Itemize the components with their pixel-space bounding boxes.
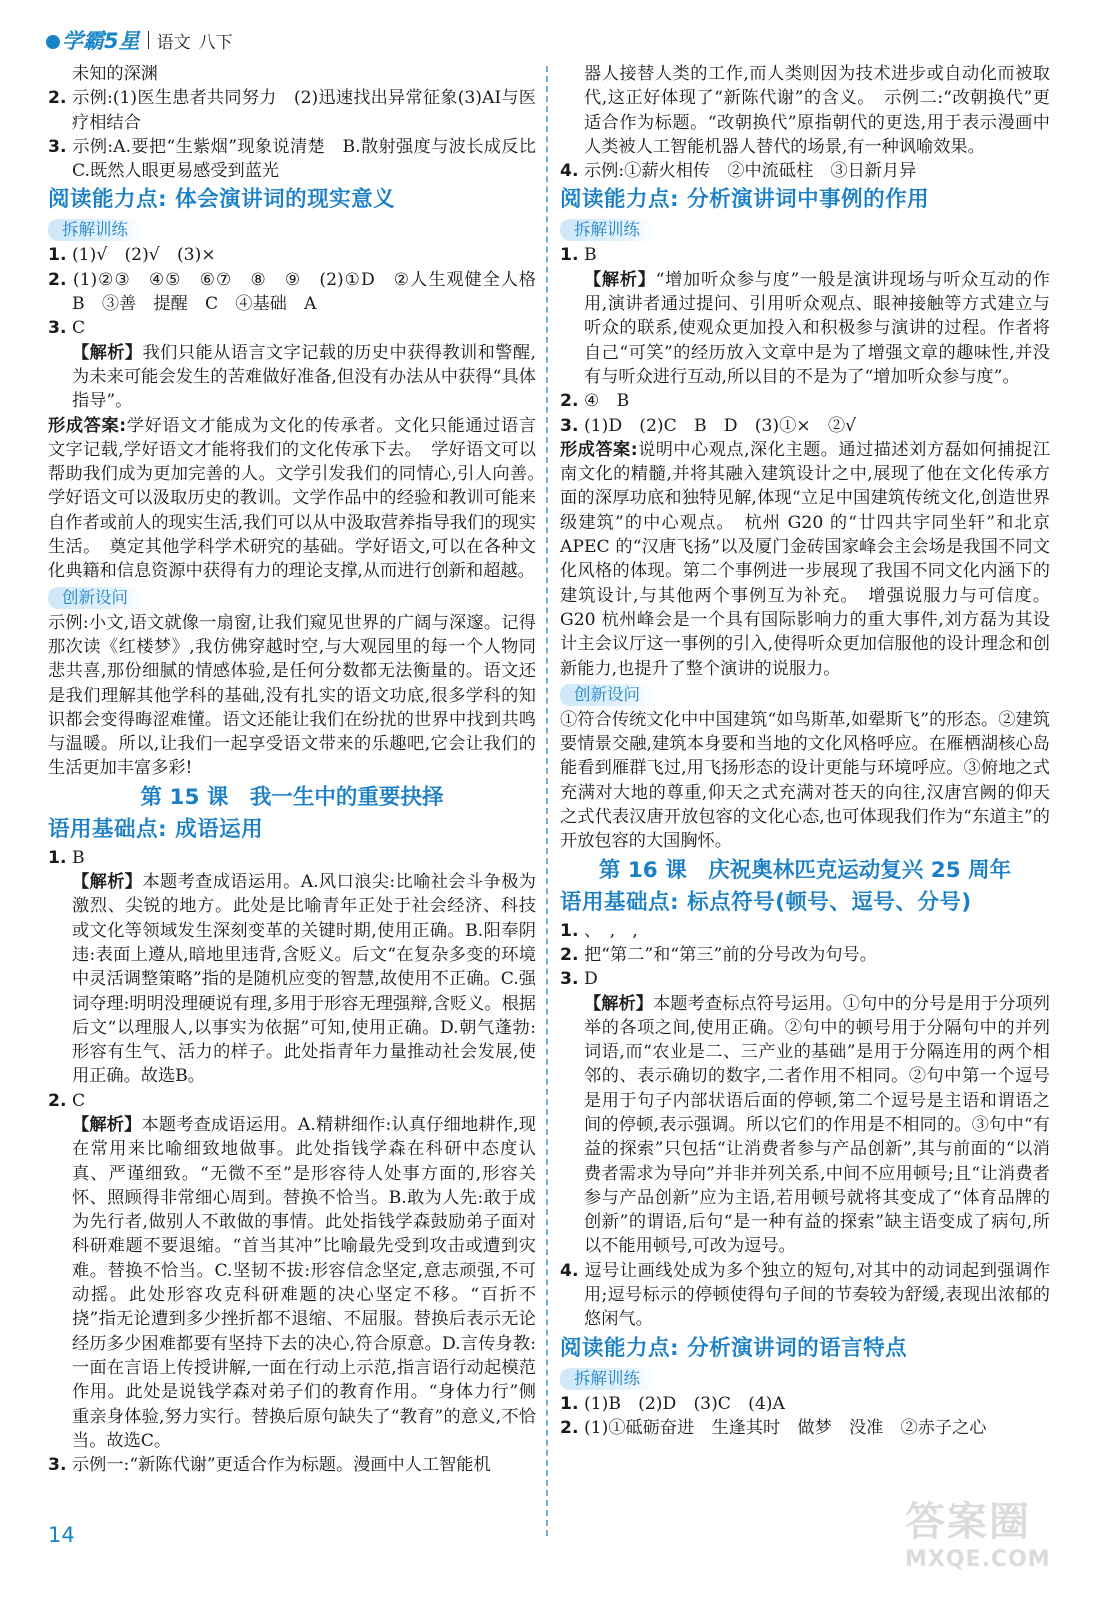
answer-item: 3. C — [48, 318, 86, 339]
section-tag: 创新设问 — [560, 684, 654, 706]
innovation-answer: ①符合传统文化中中国建筑“如鸟斯革,如翚斯飞”的形态。②建筑要情景交融,建筑本身要和当地的文化风格呼应。在雁栖湖核心岛能看到雁群飞过,用飞扬形态的设计更能与环境呼应。③俯地之式充满对大地的尊重,仰天之式充满对苍天的向往,汉唐宫阙的仰天之式代表汉唐开放包容的文化心态,也可体现我们作为“东道主”的开放包容的大国胸怀。 — [560, 709, 1050, 852]
section-heading: 阅读能力点: 体会演讲词的现实意义 — [48, 187, 396, 213]
analysis-text: 【解析】本题考查成语运用。A.风口浪尖:比喻社会斗争极为激烈、尖锐的地方。此处是比喻青年正处于社会经济、科技或文化等领域发生深刻变革的关键时期,使用正确。B.阳奉阴违:表面上遵从,暗地里违背,含贬义。后文“在复杂多变的环境中灵活调整策略”指的是随机应变的智慧,故使用不正确。C.强词夺理:明明没理硬说有理,多用于形容无理强辩,含贬义。根据后文“以理服人,以事实为依据”可知,使用正确。D.朝气蓬勃:形容有生气、活力的样子。此处指青年力量推动社会发展,使用正确。故选B。 — [72, 872, 536, 1087]
answer-item: 3. 示例:A.要把“生紫烟”现象说清楚 B.散射强度与波长成反比 C.既然人眼更易感受到蓝光 — [48, 136, 554, 182]
section-tag: 拆解训练 — [48, 219, 142, 241]
section-tag: 拆解训练 — [560, 219, 654, 241]
watermark-line1: 答案圈 — [905, 1499, 1031, 1545]
answer-item: 3. D — [560, 969, 598, 990]
brand-logo: 学霸5星 — [46, 25, 140, 55]
answer-item: 2. C — [48, 1090, 86, 1111]
section-heading: 阅读能力点: 分析演讲词的语言特点 — [560, 1335, 908, 1361]
answer-item: 2. 把“第二”和“第三”前的分号改为句号。 — [560, 944, 877, 965]
answer-item: 3. 示例一:“新陈代谢”更适合作为标题。漫画中人工智能机 — [48, 1455, 491, 1476]
logo-icon — [46, 35, 60, 49]
section-heading: 阅读能力点: 分析演讲词中事例的作用 — [560, 187, 930, 213]
subject-label: 语文 — [156, 32, 191, 53]
answer-item: 2. 示例:(1)医生患者共同努力 (2)迅速找出异常征象(3)AI与医疗相结合 — [48, 88, 536, 133]
lesson-title: 第 15 课 我一生中的重要抉择 — [140, 784, 444, 810]
innovation-answer: 示例:小文,语文就像一扇窗,让我们窥见世界的广阔与深邃。记得那次读《红楼梦》,我仿佛穿越时空,与大观园里的每一个人物同悲共喜,那份细腻的情感体验,是任何分数都无法衡量的。语文还是我们理解其他学科的基础,没有扎实的语文功底,很多学科的知识都会变得晦涩难懂。语文还能让我们在纷扰的世界中找到共鸣与温暖。所以,让我们一起享受语文带来的乐趣吧,它会让我们的生活更加丰富多彩! — [48, 612, 536, 779]
answer-item: 1. 、 , , — [560, 920, 638, 941]
answer-item: 1. B — [560, 245, 597, 266]
header-divider — [148, 31, 149, 49]
answer-item: 2. ④ B — [560, 391, 630, 412]
lesson-title: 第 16 课 庆祝奥林匹克运动复兴 25 周年 — [598, 857, 1012, 883]
answer-text: 器人接替人类的工作,而人类则因为技术进步或自动化而被取代,这正好体现了“新陈代谢”的含义。 示例二:“改朝换代”更适合作为标题。“改朝换代”原指朝代的更迭,用于表示漫画中人类被人工智能机器人替代的场景,有一种讽喻效果。 — [584, 64, 1050, 157]
analysis-text: 【解析】“增加听众参与度”一般是演讲现场与听众互动的作用,演讲者通过提问、引用听众观点、眼神接触等方式建立与听众的联系,使观众更加投入和积极参与演讲的过程。作者将自己“可笑”的经历放入文章中是为了增强文章的趣味性,并没有与听众进行互动,所以目的不是为了“增加听众参与度”。 — [584, 269, 1050, 387]
section-tag: 拆解训练 — [560, 1368, 654, 1390]
answer-item: 1. B — [48, 847, 85, 868]
answer-item: 2. (1)②③ ④⑤ ⑥⑦ ⑧ ⑨ (2)①D ②人生观健全人格 B ③善 提醒 C ④基础 A — [48, 269, 554, 315]
formed-answer: 形成答案:说明中心观点,深化主题。通过描述刘方磊如何捕捉江南文化的精髓,并将其融入建筑设计之中,展现了他在文化传承方面的深厚功底和独特见解,体现“立足中国建筑传统文化,创造世界级建筑”的中心观点。 杭州 G20 的“廿四共宇同坐轩”和北京 APEC 的“汉唐飞扬”以及厦门金砖国家峰会主会场是我国不同文化风格的体现。第二个事例进一步展现了我国不同文化内涵下的建筑设计,与其他两个事例互为补充。 增强说服力与可信度。G20 杭州峰会是一个具有国际影响力的重大事件,刘方磊为其设计主会议厅这一事例的引入,使得听众更加信服他的设计理念和创新能力,也提升了整个演讲的说服力。 — [560, 439, 1051, 679]
answer-item: 3. (1)D (2)C B D (3)①× ②√ — [560, 415, 857, 436]
analysis-text: 【解析】本题考查成语运用。A.精耕细作:认真仔细地耕作,现在常用来比喻细致地做事。此处指钱学森在科研中态度认真、严谨细致。“无微不至”是形容待人处事方面的,形容关怀、照顾得非常细心周到。替换不恰当。B.敢为人先:敢于成为先行者,做别人不敢做的事情。此处指钱学森鼓励弟子面对科研难题不要退缩。“首当其冲”比喻最先受到攻击或遭到灾难。替换不恰当。C.坚韧不拔:形容信念坚定,意志顽强,不可动摇。此处形容攻克科研难题的决心坚定不移。“百折不挠”指无论遭到多少挫折都不退缩、不屈服。替换后表示无论经历多少困难都要有坚持下去的决心,符合原意。D.言传身教:一面在言语上传授讲解,一面在行动上示范,指言语行动起模范作用。此处是说钱学森对弟子们的教育作用。“身体力行”侧重亲身体验,努力实行。替换后原句缺失了“教育”的意义,不恰当。故选C。 — [72, 1114, 536, 1451]
grade-label: 八下 — [198, 32, 233, 53]
section-heading: 语用基础点: 成语运用 — [48, 816, 264, 842]
answer-item: 1. (1)B (2)D (3)C (4)A — [560, 1393, 785, 1414]
answer-text: 未知的深渊 — [72, 64, 158, 84]
answer-item: 4. 示例:①薪火相传 ②中流砥柱 ③日新月异 — [560, 161, 917, 182]
page-header — [46, 26, 233, 54]
formed-answer: 形成答案:学好语文才能成为文化的传承者。文化只能通过语言文字记载,学好语文才能将我们的文化传承下去。 学好语文可以帮助我们成为更加完善的人。文学引发我们的同情心,引人向善。 学好语文可以汲取历史的教训。文学作品中的经验和教训可能来自作者或前人的现实生活,我们可以从中汲取营养指导我们的现实生活。 奠定其他学科学术研究的基础。学好语文,可以在各种文化典籍和信息资源中获得有力的理论支撑,从而进行创新和超越。 — [48, 415, 554, 582]
answer-item: 1. (1)√ (2)√ (3)× — [48, 245, 216, 266]
watermark-line2: MXQE.COM — [905, 1547, 1051, 1572]
section-tag: 创新设问 — [48, 587, 142, 609]
analysis-text: 【解析】本题考查标点符号运用。①句中的分号是用于分项列举的各项之间,使用正确。②句中的顿号用于分隔句中的并列词语,而“农业是二、三产业的基础”是用于分隔连用的两个相邻的、表示确切的数字,二者作用不相同。②句中第一个逗号是用于句子内部状语后面的停顿,第二个逗号是主语和谓语之间的停顿,表示强调。所以它们的作用是不相同的。③句中“有益的探索”只包括“让消费者参与产品创新”,其与前面的“以消费者需求为导向”并非并列关系,中间不应用顿号;且“让消费者参与产品创新”应为主语,若用顿号就将其变成了“体育品牌的创新”的谓语,后句“是一种有益的探索”缺主语变成了病句,所以不能用顿号,可改为逗号。 — [584, 993, 1050, 1257]
section-heading: 语用基础点: 标点符号(顿号、逗号、分号) — [560, 889, 972, 915]
left-column — [48, 62, 554, 1477]
analysis-text: 【解析】我们只能从语言文字记载的历史中获得教训和警醒,为未来可能会发生的苦难做好准备,但没有办法从中获得“具体指导”。 — [72, 342, 536, 412]
page-number: 14 — [48, 1523, 75, 1547]
right-column — [560, 62, 1050, 1440]
answer-item: 2. (1)①砥砺奋进 生逢其时 做梦 没准 ②赤子之心 — [560, 1417, 987, 1438]
watermark — [905, 1490, 1085, 1590]
answer-item: 4. 逗号让画线处成为多个独立的短句,对其中的动词起到强调作用;逗号标示的停顿使得句子间的节奏较为舒缓,表现出浓郁的悠闲气。 — [560, 1260, 1051, 1330]
